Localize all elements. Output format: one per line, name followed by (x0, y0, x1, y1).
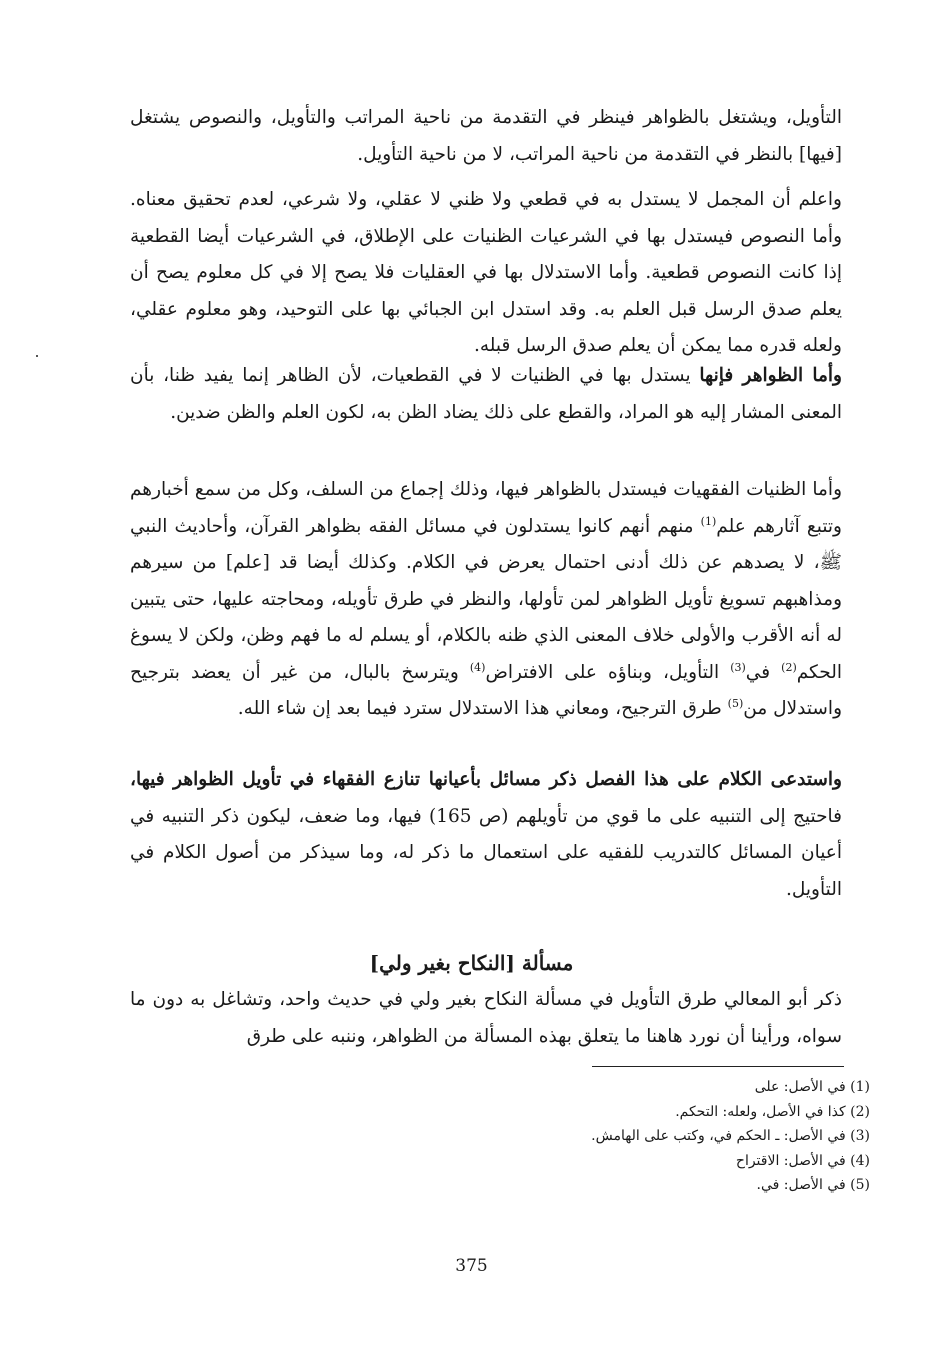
footnote-ref-4: (4) (469, 660, 486, 674)
footnote-2: (2) كذا في الأصل، ولعله: التحكم. (675, 1103, 870, 1120)
footnote-5: (5) في الأصل: في. (756, 1177, 870, 1193)
paragraph-4-text-e: ويترسخ بالبال، من غير أن يعضد بترجيح واستدلال من (130, 661, 842, 719)
paragraph-4 (130, 472, 842, 728)
footnote-ref-2: (2) (781, 660, 797, 674)
paragraph-4-text-a: وأما الظنيات الفقهيات فيستدل بالظواهر فيها، وذلك إجماع من السلف، وكل من سمع أخبارهم وتتبع آثارهم علم (130, 479, 842, 537)
footnote-divider (592, 1066, 844, 1067)
paragraph-2-text: واعلم أن المجمل لا يستدل به في قطعي ولا ظني لا عقلي، ولا شرعي، لعدم تحقيق معناه. وأما النصوص فيستدل بها في الشرعيات الظنيات على الإطلاق، في الشرعيات أيضا القطعية إذا كانت النصوص قطعية. وأما الاستدلال بها في العقليات فلا يصح إلا في كل معلوم يصح أن يعلم صدق الرسل قبل العلم به. وقد استدل ابن الجبائي بها على التوحيد، وهو معلوم عقلي، ولعله قدره مما يمكن أن يعلم صدق الرسل قبله. (130, 189, 842, 356)
section-heading: مسألة [النكاح بغير ولي] (369, 951, 574, 975)
paragraph-3 (130, 358, 842, 431)
section-paragraph (130, 982, 842, 1055)
paragraph-5 (130, 762, 842, 908)
page-number: 375 (455, 1256, 488, 1276)
section-paragraph-text: ذكر أبو المعالي طرق التأويل في مسألة النكاح بغير ولي في حديث واحد، وتشاغل به دون ما سواه، ورأينا أن نورد هاهنا ما يتعلق بهذه المسألة من الظواهر، وننبه على طرق (130, 989, 842, 1047)
paragraph-5-bold-lead: واستدعى الكلام على هذا الفصل ذكر مسائل بأعيانها تنازع الفقهاء في تأويل الظواهر فيها، (130, 769, 842, 790)
paragraph-4-text-c: في (745, 661, 782, 683)
paragraph-2 (130, 182, 842, 365)
paragraph-3-text: يستدل بها في الظنيات لا في القطعيات، لأن الظاهر إنما يفيد ظنا، بأن المعنى المشار إليه هو المراد، والقطع على ذلك يضاد الظن به، لكون العلم والظن ضدين. (130, 365, 842, 423)
paragraph-4-text-f: طرق الترجيح، ومعاني هذا الاستدلال سترد فيما بعد إن شاء الله. (237, 698, 728, 719)
footnote-4: (4) في الأصل: الاقتراح (735, 1152, 870, 1169)
footnote-ref-3: (3) (730, 660, 746, 674)
paragraph-1-text: التأويل، ويشتغل بالظواهر فينظر في التقدمة من ناحية المراتب والتأويل، والنصوص يشتغل [فيها] بالنظر في التقدمة من ناحية المراتب، لا من ناحية التأويل. (130, 107, 842, 165)
paragraph-1 (130, 100, 842, 173)
scan-speck (36, 355, 38, 357)
footnote-ref-5: (5) (727, 696, 744, 710)
paragraph-4-text-d: التأويل، وبناؤه على الافتراض (485, 661, 731, 683)
paragraph-3-bold-lead: وأما الظواهر فإنها (699, 365, 842, 386)
footnote-1: (1) في الأصل: على (754, 1079, 870, 1095)
footnotes (400, 1075, 870, 1198)
footnote-ref-1: (1) (700, 514, 717, 528)
paragraph-5-text: فاحتيج إلى التنبيه على ما قوي من تأويلهم (ص 165) فيها، وما ضعف، ليكون ذكر التنبيه في أعيان المسائل كالتدريب للفقيه على استعمال ما ذكر له، وما سيذكر من أصول الكلام في التأويل. (130, 805, 842, 900)
footnote-3: (3) في الأصل: ـ الحكم في، وكتب على الهامش. (591, 1128, 870, 1144)
paragraph-4-text-b: منهم أنهم كانوا يستدلون في مسائل الفقه بظواهر القرآن، وأحاديث النبي ﷺ، لا يصدهم عن ذلك أدنى احتمال يعرض في الكلام. وكذلك أيضا قد [علم] من سيرهم ومذاهبهم تسويغ تأويل الظواهر لمن تأولها، والنظر في طرق تأويله، ومحاجته عليها، حتى يتبين له أنه الأقرب والأولى خلاف المعنى الذي ظنه بالكلام، أو يسلم له ما فهم وظن، ولكن لا يسوغ الحكم (130, 515, 842, 683)
